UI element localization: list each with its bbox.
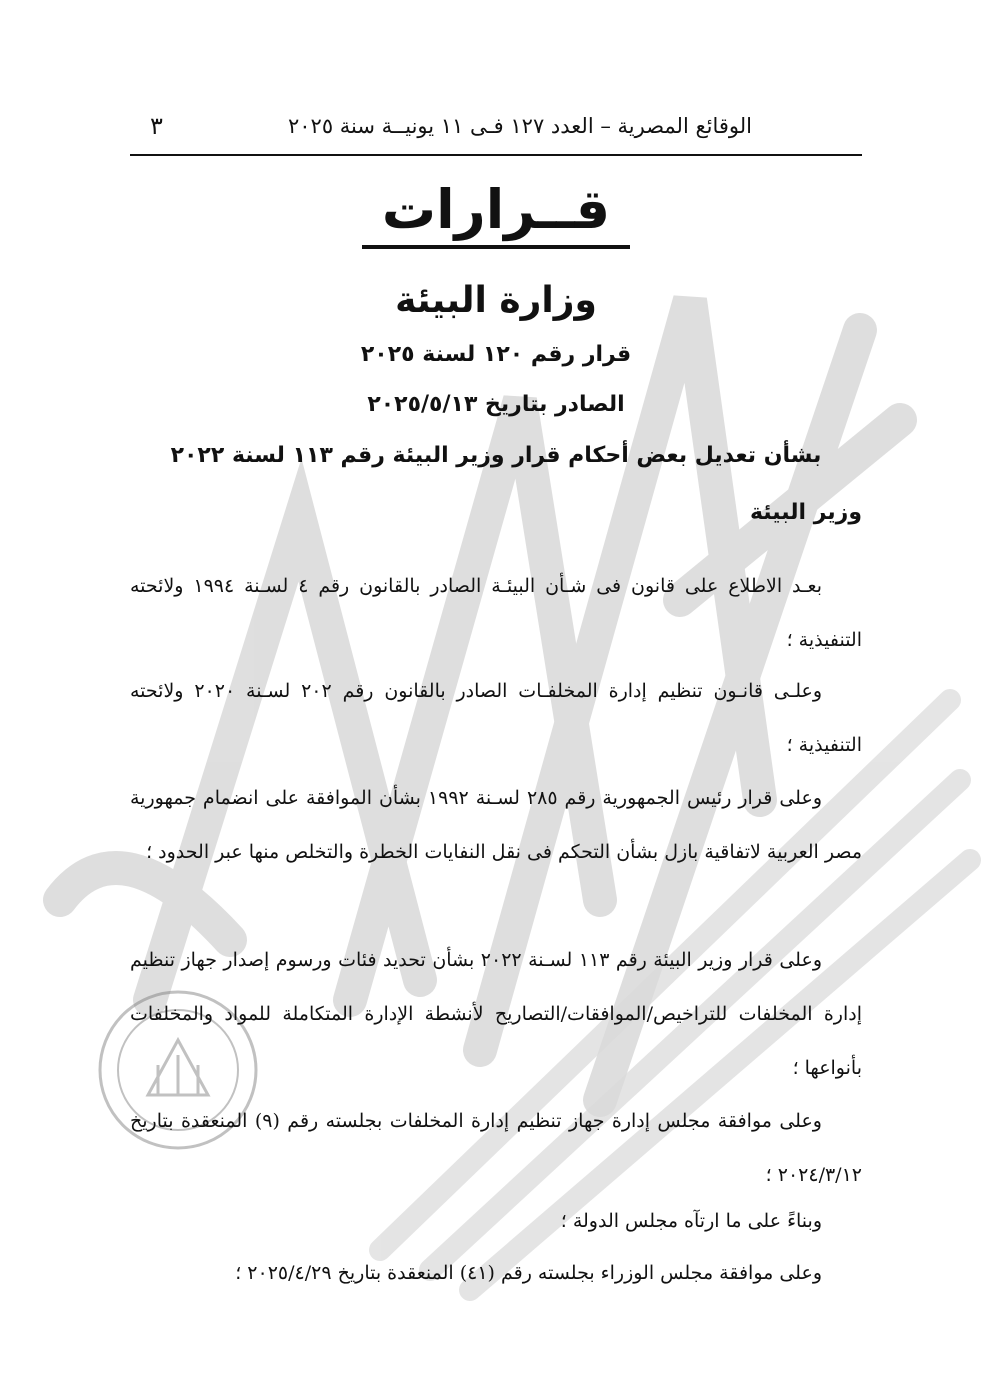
preamble-paragraph: وعلى قرار رئيس الجمهورية رقم ٢٨٥ لسـنة ١٩٩٢ بشأن الموافقة على انضمام جمهورية مصر العربية لاتفاقية بازل بشأن التحكم فى نقل النفايات الخطرة والتخلص منها عبر الحدود ؛ [130,787,862,863]
ministry-name: وزارة البيئة [395,280,597,321]
preamble-paragraph: وعلى موافقة مجلس إدارة جهاز تنظيم إدارة المخلفات بجلسته رقم (٩) المنعقدة بتاريخ ٢٠٢٤/٣/١٢ ؛ [130,1110,862,1186]
section-title [130,178,862,241]
decree-number: قرار رقم ١٢٠ لسنة ٢٠٢٥ [360,342,632,367]
page-number: ٣ [150,112,163,140]
running-header [130,112,862,156]
decree-subject: بشأن تعديل بعض أحكام قرار وزير البيئة رقم ١١٣ لسنة ٢٠٢٢ [170,443,822,468]
preamble-paragraph: بعـد الاطلاع على قانون فى شـأن البيئـة الصادر بالقانون رقم ٤ لسـنة ١٩٩٤ ولائحته التنفيذية ؛ [130,575,862,651]
preamble-paragraph: وعلى موافقة مجلس الوزراء بجلسته رقم (٤١) المنعقدة بتاريخ ٢٠٢٥/٤/٢٩ ؛ [235,1262,822,1284]
section-title-text: قــرارات [362,178,630,249]
preamble-paragraph: وبناءً على ما ارتآه مجلس الدولة ؛ [560,1210,822,1232]
preamble-paragraph: وعلى قرار وزير البيئة رقم ١١٣ لسـنة ٢٠٢٢ بشأن تحديد فئات ورسوم إصدار جهاز تنظيم إدارة المخلفات للتراخيص/الموافقات/التصاريح لأنشطة الإدارة المتكاملة للمواد والمخلفات بأنواعها ؛ [130,949,862,1079]
decree-issue-date: الصادر بتاريخ ٢٠٢٥/٥/١٣ [367,392,625,417]
running-title: الوقائع المصرية – العدد ١٢٧ فـى ١١ يونيــة سنة ٢٠٢٥ [288,114,752,138]
preamble-paragraph: وعلـى قانـون تنظيم إدارة المخلفـات الصادر بالقانون رقم ٢٠٢ لسـنة ٢٠٢٠ ولائحته التنفيذية ؛ [130,680,862,756]
decree-issuer: وزير البيئة [749,500,862,525]
